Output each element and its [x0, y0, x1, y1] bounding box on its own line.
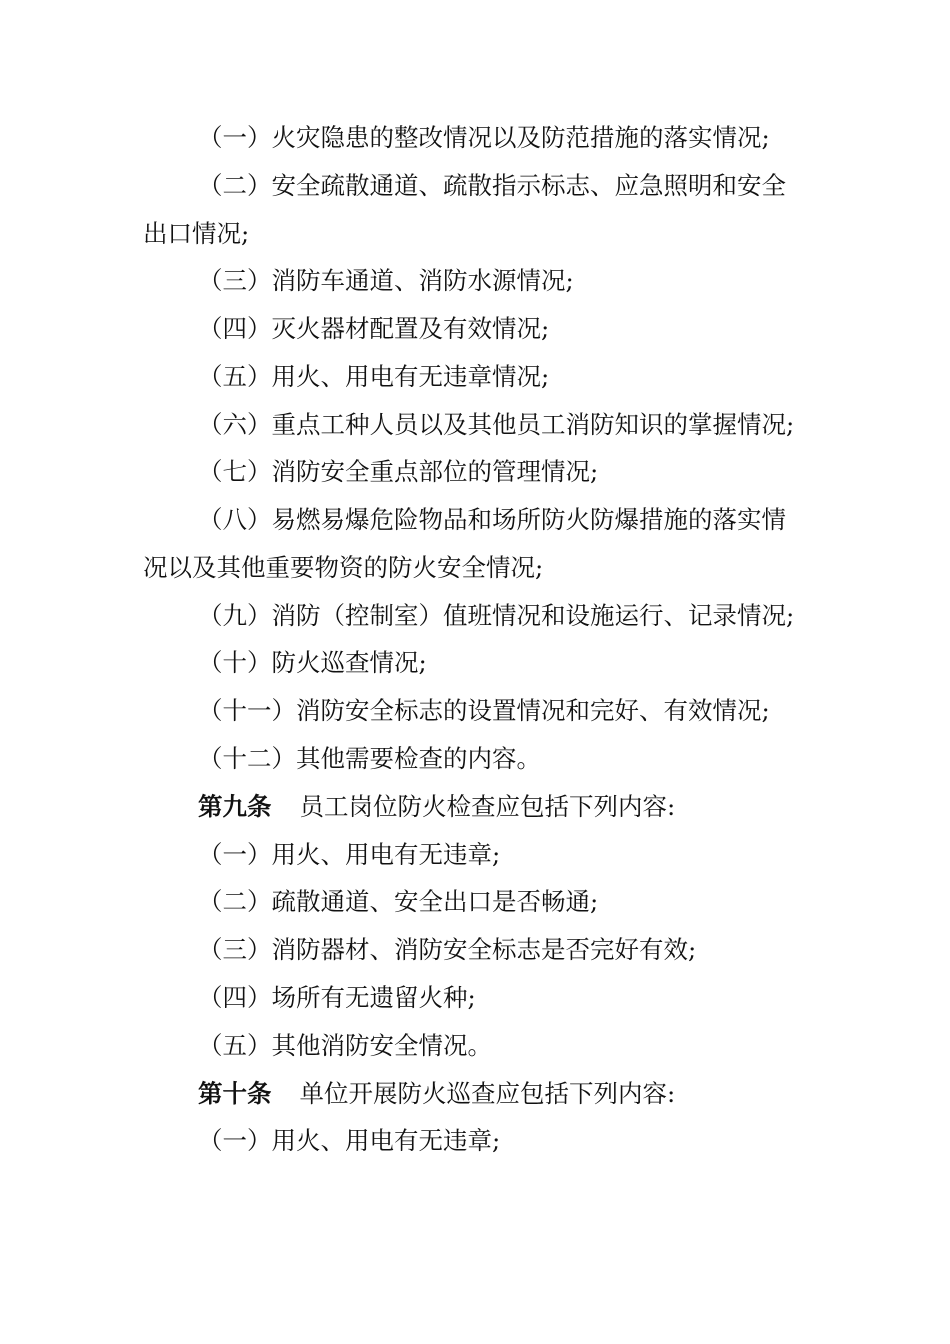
list-item-11: （十一）消防安全标志的设置情况和完好、有效情况; — [198, 696, 770, 725]
list-item-12: （十二）其他需要检查的内容。 — [198, 744, 541, 773]
list-item-8-continued: 况以及其他重要物资的防火安全情况; — [143, 553, 544, 582]
list-item-6: （六）重点工种人员以及其他员工消防知识的掌握情况; — [198, 410, 795, 439]
list-item-4: （四）灭火器材配置及有效情况; — [198, 314, 550, 343]
list-item-2-continued: 出口情况; — [143, 219, 250, 248]
list-item-7: （七）消防安全重点部位的管理情况; — [198, 457, 599, 486]
article-9-item-2: （二）疏散通道、安全出口是否畅通; — [198, 887, 599, 916]
list-item-3: （三）消防车通道、消防水源情况; — [198, 266, 574, 295]
list-item-2: （二）安全疏散通道、疏散指示标志、应急照明和安全 — [198, 171, 786, 200]
article-10-item-1: （一）用火、用电有无违章; — [198, 1126, 501, 1155]
article-9-item-4: （四）场所有无遗留火种; — [198, 983, 476, 1012]
article-10-text: 单位开展防火巡查应包括下列内容: — [299, 1079, 676, 1108]
article-9-item-1: （一）用火、用电有无违章; — [198, 840, 501, 869]
article-10-label: 第十条 — [198, 1079, 272, 1108]
article-9-heading — [198, 787, 675, 827]
article-9-label: 第九条 — [198, 792, 272, 821]
list-item-5: （五）用火、用电有无违章情况; — [198, 362, 550, 391]
article-9-item-5: （五）其他消防安全情况。 — [198, 1031, 492, 1060]
article-10-heading — [198, 1074, 675, 1114]
article-9-item-3: （三）消防器材、消防安全标志是否完好有效; — [198, 935, 697, 964]
article-9-text: 员工岗位防火检查应包括下列内容: — [299, 792, 676, 821]
list-item-10: （十）防火巡查情况; — [198, 648, 427, 677]
list-item-1: （一）火灾隐患的整改情况以及防范措施的落实情况; — [198, 123, 770, 152]
list-item-9: （九）消防（控制室）值班情况和设施运行、记录情况; — [198, 601, 795, 630]
list-item-8: （八）易燃易爆危险物品和场所防火防爆措施的落实情 — [198, 505, 786, 534]
